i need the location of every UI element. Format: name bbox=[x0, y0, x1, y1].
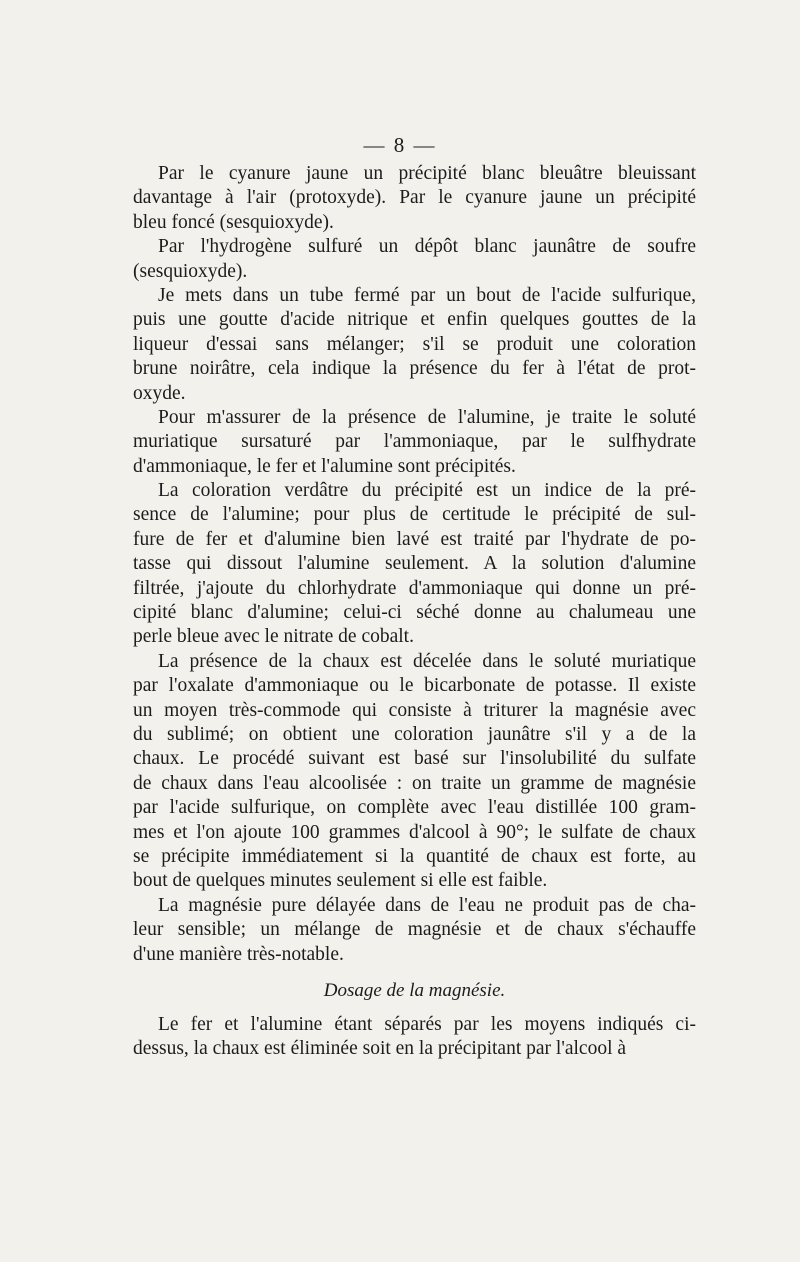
text-line: Je mets dans un tube fermé par un bout de l'acide sulfurique, bbox=[158, 284, 696, 306]
text-line: liqueur d'essai sans mélanger; s'il se produit une coloration bbox=[133, 333, 696, 355]
text-line: Le fer et l'alumine étant séparés par les moyens indiqués ci- bbox=[158, 1013, 696, 1035]
text-line: brune noirâtre, cela indique la présence du fer à l'état de prot- bbox=[133, 358, 696, 380]
text-line: (sesquioxyde). bbox=[133, 260, 248, 282]
page-number: — 8 — bbox=[363, 133, 437, 157]
paragraph bbox=[133, 479, 696, 650]
paragraph bbox=[133, 235, 696, 284]
text-line: mes et l'on ajoute 100 grammes d'alcool à 90°; le sulfate de chaux bbox=[133, 821, 696, 843]
paragraph bbox=[133, 650, 696, 894]
body-text bbox=[133, 162, 696, 1062]
text-line: d'ammoniaque, le fer et l'alumine sont précipités. bbox=[133, 455, 516, 477]
text-line: tasse qui dissout l'alumine seulement. A la solution d'alumine bbox=[133, 553, 696, 575]
text-line: bleu foncé (sesquioxyde). bbox=[133, 211, 334, 233]
text-line: La magnésie pure délayée dans de l'eau ne produit pas de cha- bbox=[158, 894, 696, 916]
text-line: leur sensible; un mélange de magnésie et de chaux s'échauffe bbox=[133, 919, 696, 941]
paragraph bbox=[133, 162, 696, 235]
text-line: sence de l'alumine; pour plus de certitude le précipité de sul- bbox=[133, 504, 696, 526]
text-line: davantage à l'air (protoxyde). Par le cyanure jaune un précipité bbox=[133, 187, 696, 209]
text-line: par l'acide sulfurique, on complète avec l'eau distillée 100 gram- bbox=[133, 797, 696, 819]
text-line: muriatique sursaturé par l'ammoniaque, par le sulfhydrate bbox=[133, 431, 696, 453]
text-line: se précipite immédiatement si la quantité de chaux est forte, au bbox=[133, 845, 696, 867]
text-line: La présence de la chaux est décelée dans le soluté muriatique bbox=[158, 650, 696, 672]
text-line: Par le cyanure jaune un précipité blanc bleuâtre bleuissant bbox=[158, 163, 696, 184]
paragraph bbox=[133, 284, 696, 406]
text-line: dessus, la chaux est éliminée soit en la précipitant par l'alcool à bbox=[133, 1038, 627, 1060]
paragraph bbox=[133, 406, 696, 479]
text-line: cipité blanc d'alumine; celui-ci séché donne au chalumeau une bbox=[133, 602, 696, 624]
text-line: chaux. Le procédé suivant est basé sur l'insolubilité du sulfate bbox=[133, 748, 696, 770]
text-line: filtrée, j'ajoute du chlorhydrate d'ammoniaque qui donne un pré- bbox=[133, 577, 696, 599]
text-line: de chaux dans l'eau alcoolisée : on traite un gramme de magnésie bbox=[133, 772, 696, 794]
paragraph-container bbox=[133, 162, 696, 967]
text-line: bout de quelques minutes seulement si elle est faible. bbox=[133, 870, 548, 892]
text-line: du sublimé; on obtient une coloration jaunâtre s'il y a de la bbox=[133, 723, 696, 745]
text-line: oxyde. bbox=[133, 382, 186, 404]
text-line: perle bleue avec le nitrate de cobalt. bbox=[133, 626, 414, 648]
text-line: Pour m'assurer de la présence de l'alumine, je traite le soluté bbox=[158, 406, 696, 428]
final-paragraph-container bbox=[133, 1013, 696, 1062]
paragraph bbox=[133, 1013, 696, 1062]
text-line: puis une goutte d'acide nitrique et enfin quelques gouttes de la bbox=[133, 309, 696, 331]
text-line: Par l'hydrogène sulfuré un dépôt blanc jaunâtre de soufre bbox=[158, 236, 696, 258]
section-heading: Dosage de la magnésie. bbox=[323, 979, 506, 1001]
text-line: La coloration verdâtre du précipité est un indice de la pré- bbox=[158, 480, 696, 502]
paragraph bbox=[133, 894, 696, 967]
text-line: d'une manière très-notable. bbox=[133, 943, 344, 965]
text-line: par l'oxalate d'ammoniaque ou le bicarbonate de potasse. Il existe bbox=[133, 675, 696, 697]
text-line: un moyen très-commode qui consiste à triturer la magnésie avec bbox=[133, 699, 696, 721]
text-line: fure de fer et d'alumine bien lavé est traité par l'hydrate de po- bbox=[133, 528, 696, 550]
